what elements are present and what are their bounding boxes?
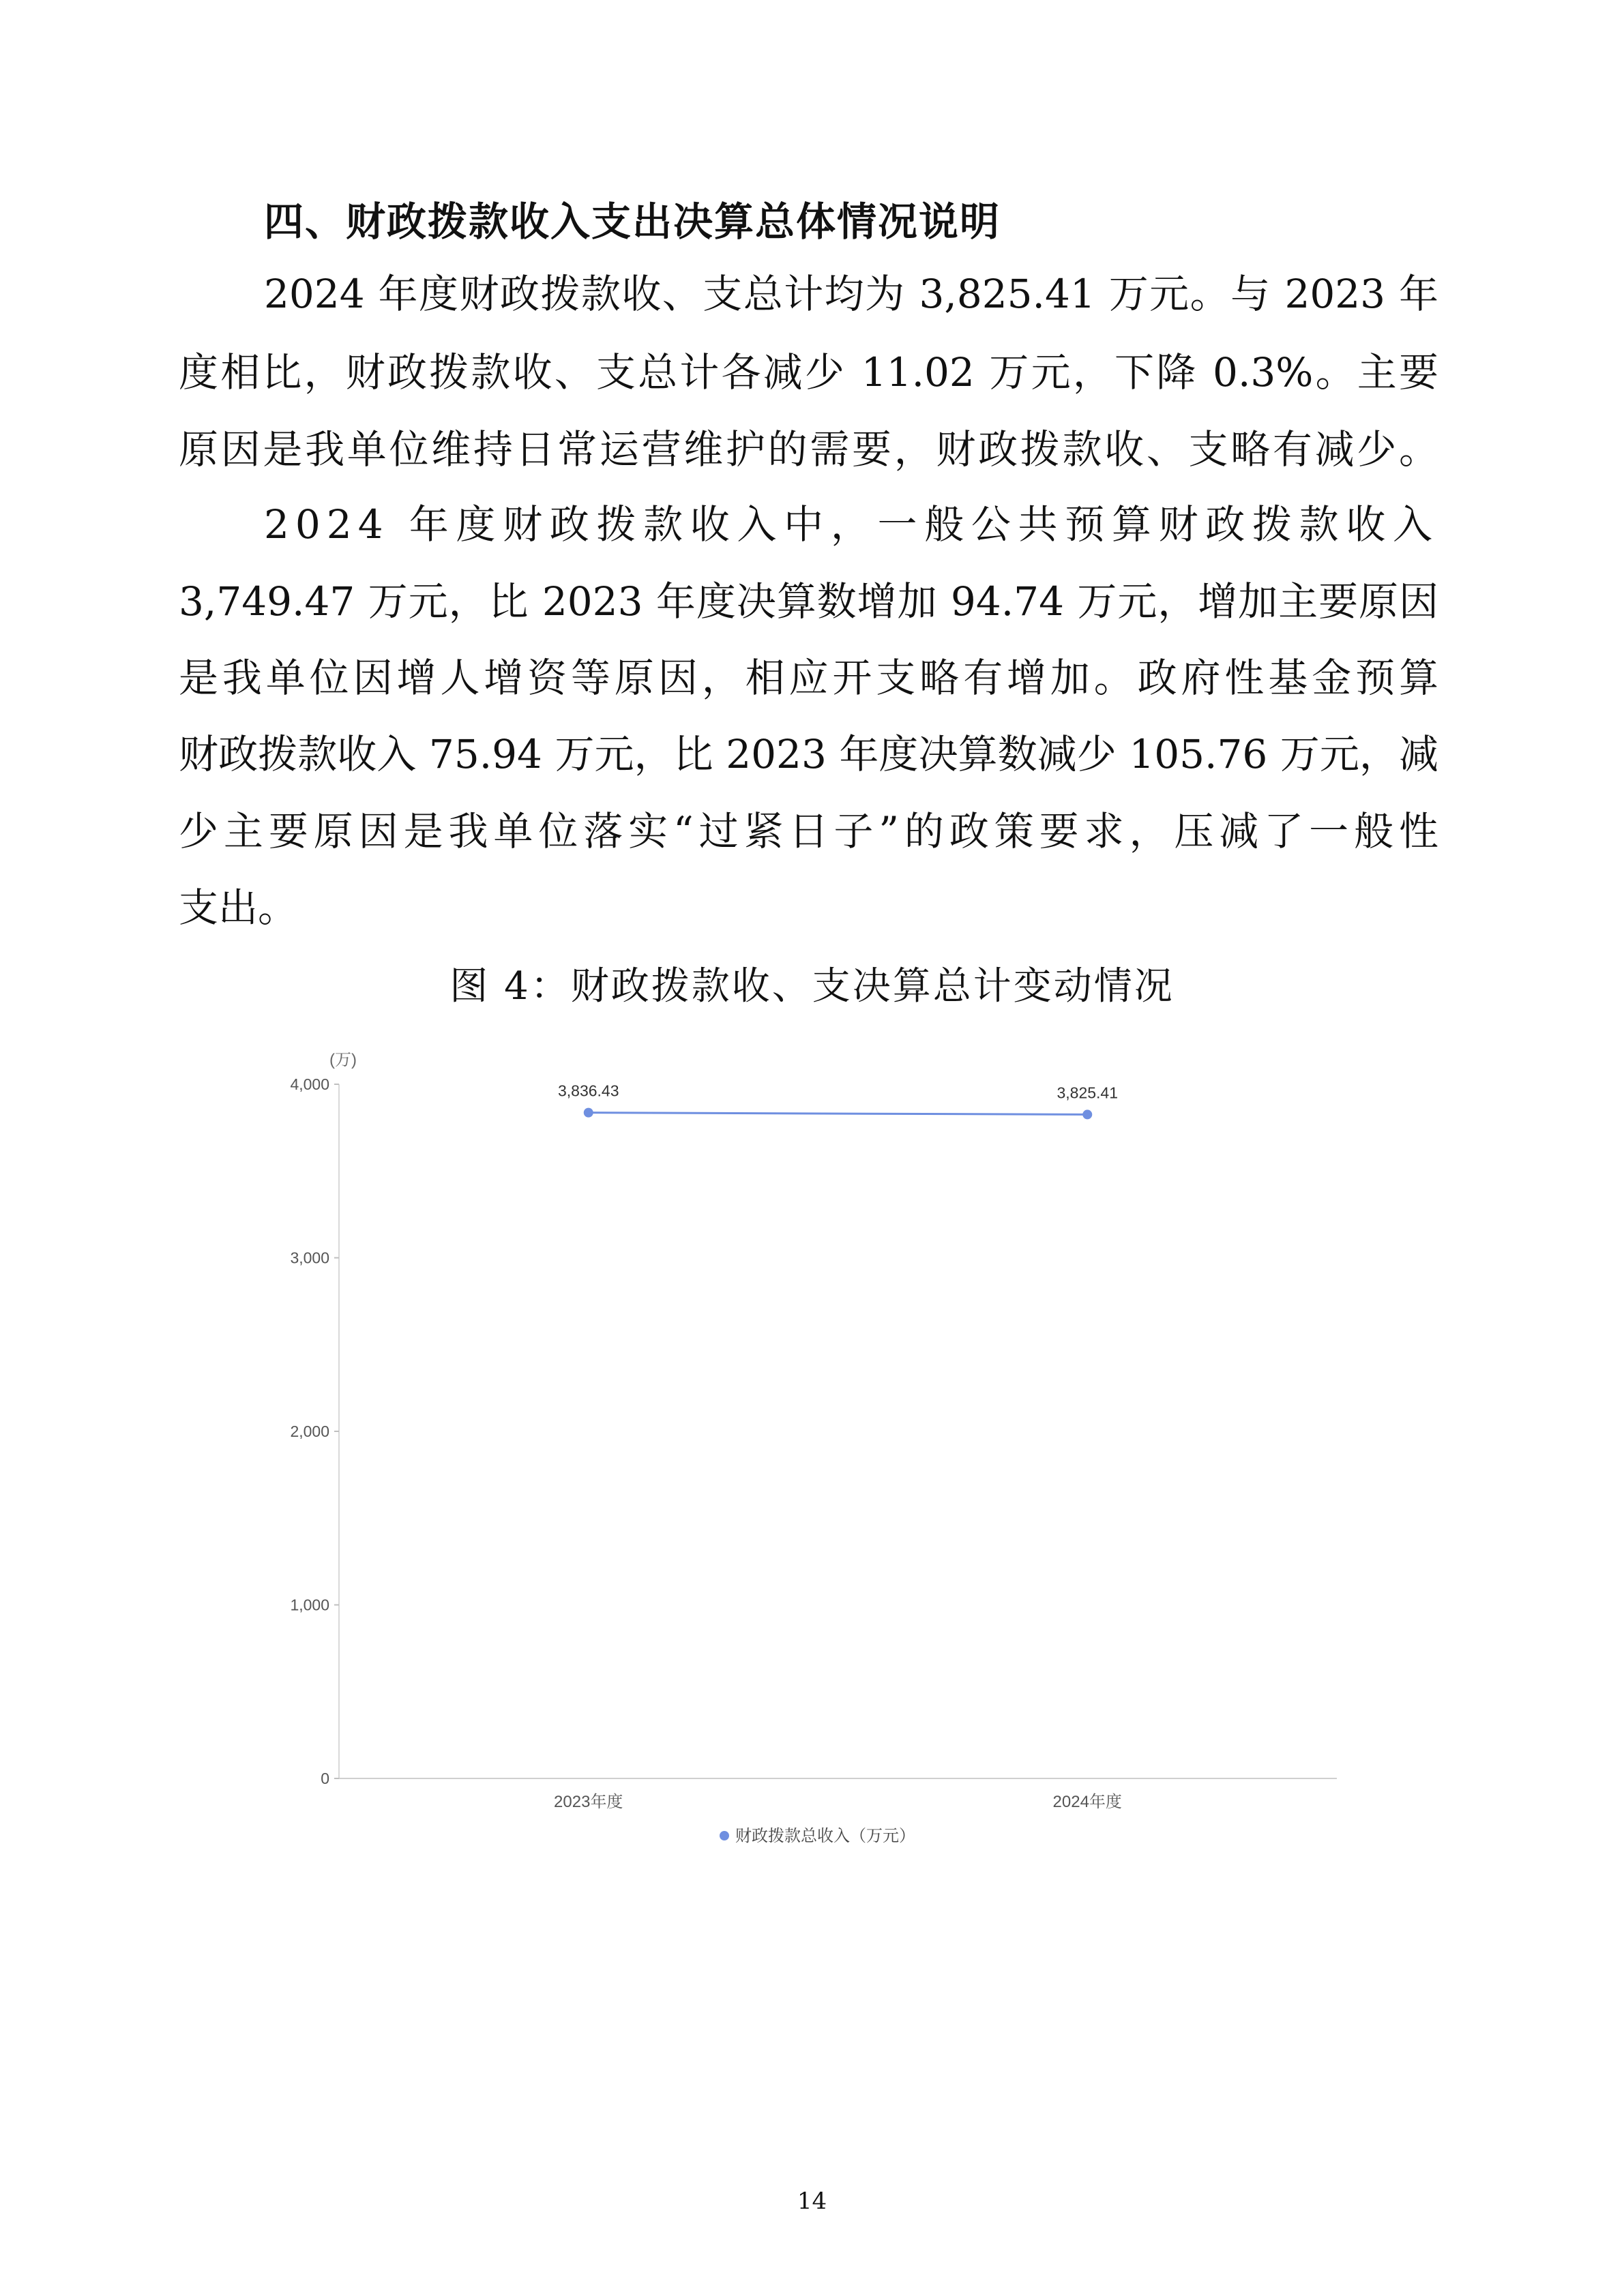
y-tick-label: 4,000 xyxy=(290,1075,329,1093)
y-axis-unit-label: (万) xyxy=(329,1051,357,1069)
y-tick-label: 3,000 xyxy=(290,1249,329,1267)
page-number: 14 xyxy=(797,2188,827,2215)
y-tick-label: 0 xyxy=(321,1770,329,1787)
y-tick-label: 2,000 xyxy=(290,1422,329,1440)
x-tick-label: 2023年度 xyxy=(554,1793,623,1811)
x-tick-label: 2024年度 xyxy=(1052,1793,1122,1811)
paragraph-1-line-2: 度相比，财政拨款收、支总计各减少 11.02 万元，下降 0.3%。主要 xyxy=(179,349,1438,396)
paragraph-2-line-1: 2024 年度财政拨款收入中，一般公共预算财政拨款收入 xyxy=(264,501,1438,548)
paragraph-1-line-1: 2024 年度财政拨款收、支总计均为 3,825.41 万元。与 2023 年 xyxy=(264,271,1438,317)
series-line xyxy=(589,1113,1088,1115)
legend-marker xyxy=(720,1831,729,1840)
paragraph-2-line-2: 3,749.47 万元，比 2023 年度决算数增加 94.74 万元，增加主要原因 xyxy=(179,578,1438,625)
paragraph-2-line-5: 少主要原因是我单位落实“过紧日子”的政策要求，压减了一般性 xyxy=(179,808,1438,854)
paragraph-2-line-4: 财政拨款收入 75.94 万元，比 2023 年度决算数减少 105.76 万元，减 xyxy=(179,731,1438,777)
data-point xyxy=(584,1108,593,1118)
paragraph-2-line-3: 是我单位因增人增资等原因，相应开支略有增加。政府性基金预算 xyxy=(179,655,1438,701)
line-chart xyxy=(259,1030,1350,1862)
y-tick-label: 1,000 xyxy=(290,1596,329,1614)
data-point xyxy=(1082,1109,1092,1119)
legend-label: 财政拨款总收入（万元） xyxy=(735,1827,915,1845)
section-heading: 四、财政拨款收入支出决算总体情况说明 xyxy=(264,198,1001,245)
figure-caption: 图 4：财政拨款收、支决算总计变动情况 xyxy=(449,964,1175,1009)
paragraph-1-line-3: 原因是我单位维持日常运营维护的需要，财政拨款收、支略有减少。 xyxy=(179,426,1438,473)
data-label: 3,836.43 xyxy=(557,1082,619,1100)
paragraph-2-line-6: 支出。 xyxy=(179,884,298,931)
data-label: 3,825.41 xyxy=(1057,1084,1119,1102)
